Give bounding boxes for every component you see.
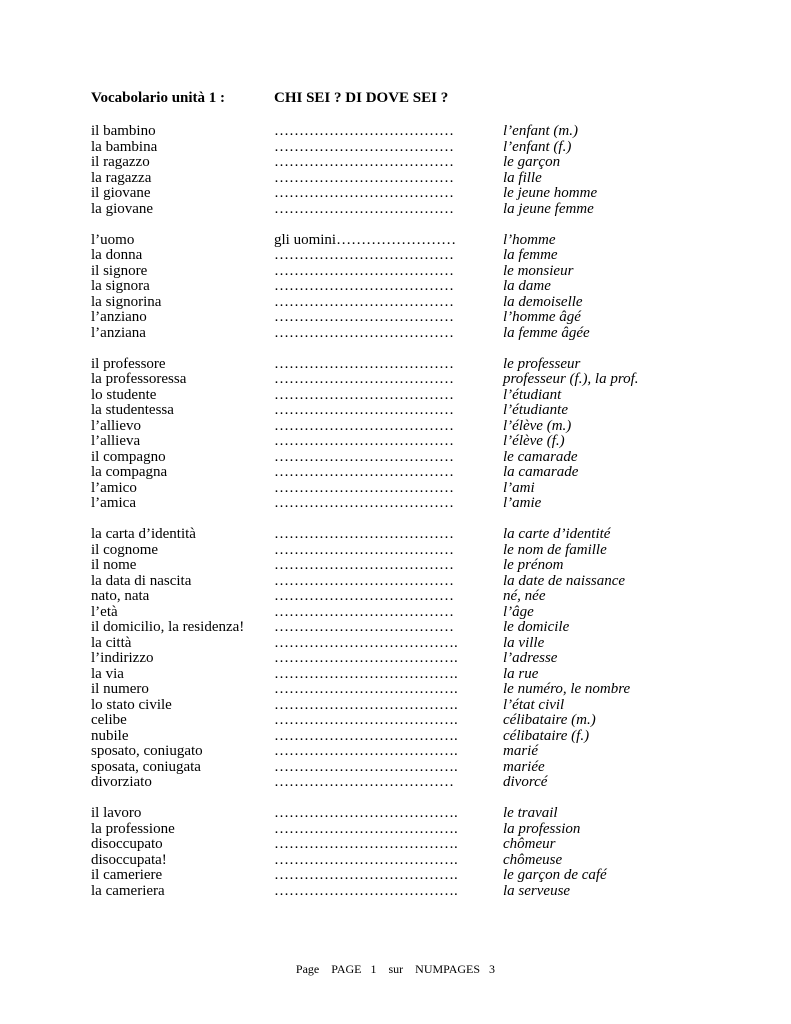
vocab-row: [91, 403, 711, 419]
french-translation: divorcé: [503, 774, 548, 790]
vocab-row: [91, 326, 711, 342]
italian-term: la donna: [91, 247, 143, 263]
french-translation: le jeune homme: [503, 185, 598, 201]
french-translation: le garçon de café: [503, 867, 607, 883]
french-translation: le travail: [503, 805, 558, 821]
plural-blank: ………………………………: [274, 479, 454, 496]
french-translation: l’amie: [503, 495, 542, 511]
italian-term: la carta d’identità: [91, 526, 196, 542]
plural-blank: ………………………………: [274, 293, 454, 310]
italian-term: celibe: [91, 712, 127, 728]
plural-blank: ………………………………: [274, 557, 454, 573]
plural-blank: ……………………………….: [274, 681, 458, 697]
vocab-group: [91, 124, 711, 217]
vocab-row: [91, 744, 711, 760]
italian-term: divorziato: [91, 774, 152, 790]
vocab-row: [91, 496, 711, 512]
vocab-row: [91, 186, 711, 202]
plural-blank: ………………………………: [274, 324, 454, 341]
french-translation: l’étudiante: [503, 402, 568, 418]
plural-blank: ……………………………….: [274, 867, 458, 883]
vocab-row: [91, 279, 711, 295]
italian-term: il signore: [91, 262, 148, 279]
italian-term: l’anziano: [91, 309, 147, 325]
vocab-row: [91, 248, 711, 264]
plural-blank: ……………………………….: [274, 665, 458, 682]
plural-blank: ………………………………: [274, 200, 454, 217]
vocab-row: [91, 620, 711, 636]
vocab-row: [91, 760, 711, 776]
plural-blank: ………………………………: [274, 588, 454, 604]
vocab-row: [91, 527, 711, 543]
plural-blank: ………………………………: [274, 138, 454, 155]
vocab-row: [91, 775, 711, 791]
italian-term: il nome: [91, 557, 137, 573]
italian-term: la professione: [91, 820, 175, 837]
vocab-row: [91, 372, 711, 388]
plural-blank: ………………………………: [274, 386, 454, 403]
french-translation: la fille: [503, 169, 542, 186]
italian-term: la via: [91, 665, 124, 682]
vocab-row: [91, 729, 711, 745]
french-translation: célibataire (m.): [503, 712, 596, 728]
italian-term: l’anziana: [91, 324, 146, 341]
french-translation: le camarade: [503, 448, 578, 465]
vocab-row: [91, 140, 711, 156]
italian-term: sposato, coniugato: [91, 743, 203, 759]
italian-term: la signora: [91, 278, 150, 294]
plural-blank: ……………………………….: [274, 820, 458, 837]
vocab-row: [91, 884, 711, 900]
italian-term: il cameriere: [91, 867, 163, 883]
plural-blank: ……………………………….: [274, 650, 458, 666]
plural-blank: ……………………………….: [274, 743, 458, 759]
french-translation: l’état civil: [503, 696, 565, 713]
vocab-row: [91, 310, 711, 326]
plural-blank: ……………………………….: [274, 851, 458, 868]
vocab-row: [91, 682, 711, 698]
plural-blank: ……………………………….: [274, 634, 458, 651]
french-translation: la dame: [503, 278, 551, 294]
french-translation: né, née: [503, 588, 546, 604]
italian-term: la professoressa: [91, 371, 187, 387]
plural-blank: ……………………………….: [274, 696, 458, 713]
plural-blank: ………………………………: [274, 247, 454, 263]
plural-blank: ………………………………: [274, 402, 454, 418]
french-translation: l’ami: [503, 479, 535, 496]
french-translation: le prénom: [503, 557, 564, 573]
vocab-group: [91, 806, 711, 899]
french-translation: l’enfant (m.): [503, 123, 578, 139]
vocab-row: [91, 822, 711, 838]
plural-blank: ………………………………: [274, 371, 454, 387]
plural-blank: ………………………………: [274, 355, 454, 372]
french-translation: l’adresse: [503, 650, 558, 666]
french-translation: la date de naissance: [503, 572, 626, 589]
plural-blank: ………………………………: [274, 154, 454, 170]
vocab-group: [91, 233, 711, 342]
french-translation: mariée: [503, 758, 545, 775]
french-translation: la rue: [503, 665, 539, 682]
plural-blank: ………………………………: [274, 448, 454, 465]
vocab-row: [91, 388, 711, 404]
french-translation: célibataire (f.): [503, 727, 590, 744]
vocab-row: [91, 589, 711, 605]
plural-blank: ………………………………: [274, 572, 454, 589]
vocab-row: [91, 419, 711, 435]
vocab-row: [91, 155, 711, 171]
vocab-row: [91, 357, 711, 373]
vocab-row: [91, 558, 711, 574]
french-translation: la serveuse: [503, 882, 571, 899]
plural-blank: ………………………………: [274, 541, 454, 558]
french-translation: l’enfant (f.): [503, 138, 572, 155]
plural-blank: ……………………………….: [274, 836, 458, 852]
italian-term: lo stato civile: [91, 696, 172, 713]
italian-term: l’età: [91, 603, 118, 620]
french-translation: l’élève (m.): [503, 417, 572, 434]
vocab-row: [91, 651, 711, 667]
vocab-row: [91, 202, 711, 218]
plural-blank: ……………………………….: [274, 727, 458, 744]
italian-term: disoccupato: [91, 836, 163, 852]
french-translation: l’homme: [503, 231, 556, 248]
italian-term: l’amico: [91, 479, 137, 496]
italian-term: la bambina: [91, 138, 158, 155]
vocab-group: [91, 527, 711, 791]
french-translation: la femme âgée: [503, 324, 590, 341]
plural-blank: ………………………………: [274, 123, 454, 139]
vocab-row: [91, 853, 711, 869]
french-translation: le domicile: [503, 619, 570, 635]
vocab-row: [91, 295, 711, 311]
french-translation: professeur (f.), la prof.: [503, 371, 639, 387]
italian-term: la data di nascita: [91, 572, 192, 589]
vocab-row: [91, 667, 711, 683]
vocab-row: [91, 806, 711, 822]
vocab-row: [91, 837, 711, 853]
plural-blank: ……………………………….: [274, 882, 458, 899]
vocab-row: [91, 605, 711, 621]
plural-blank: ………………………………: [274, 185, 454, 201]
french-translation: la demoiselle: [503, 293, 583, 310]
french-translation: la profession: [503, 820, 581, 837]
italian-term: il giovane: [91, 185, 151, 201]
plural-blank: ………………………………: [274, 774, 454, 790]
vocab-row: [91, 171, 711, 187]
italian-term: il numero: [91, 681, 149, 697]
vocab-row: [91, 543, 711, 559]
vocab-row: [91, 574, 711, 590]
plural-blank: ………………………………: [274, 433, 454, 449]
italian-term: nato, nata: [91, 588, 150, 604]
plural-blank: gli uomini……………………: [274, 231, 457, 248]
french-translation: le professeur: [503, 355, 581, 372]
french-translation: l’homme âgé: [503, 309, 581, 325]
title-left: Vocabolario unità 1 :: [91, 90, 226, 106]
plural-blank: ………………………………: [274, 262, 454, 279]
french-translation: l’âge: [503, 603, 534, 620]
italian-term: la signorina: [91, 293, 162, 310]
plural-blank: ………………………………: [274, 278, 454, 294]
plural-blank: ……………………………….: [274, 712, 458, 728]
vocab-row: [91, 636, 711, 652]
french-translation: chômeuse: [503, 851, 563, 868]
french-translation: le monsieur: [503, 262, 574, 279]
italian-term: la studentessa: [91, 402, 174, 418]
french-translation: la camarade: [503, 464, 579, 480]
french-translation: chômeur: [503, 836, 556, 852]
italian-term: il compagno: [91, 448, 166, 465]
french-translation: la femme: [503, 247, 558, 263]
vocab-row: [91, 698, 711, 714]
vocab-row: [91, 465, 711, 481]
italian-term: l’uomo: [91, 231, 135, 248]
page-footer: Page PAGE 1 sur NUMPAGES 3: [295, 962, 496, 976]
italian-term: la giovane: [91, 200, 154, 217]
french-translation: marié: [503, 743, 538, 759]
italian-term: disoccupata!: [91, 851, 167, 868]
italian-term: lo studente: [91, 386, 157, 403]
italian-term: il lavoro: [91, 805, 142, 821]
italian-term: il professore: [91, 355, 166, 372]
italian-term: la cameriera: [91, 882, 165, 899]
italian-term: sposata, coniugata: [91, 758, 201, 775]
vocab-group: [91, 357, 711, 512]
vocab-row: [91, 124, 711, 140]
italian-term: l’amica: [91, 495, 136, 511]
french-translation: l’étudiant: [503, 386, 562, 403]
plural-blank: ………………………………: [274, 526, 454, 542]
plural-blank: ………………………………: [274, 464, 454, 480]
vocabulary-list: [91, 124, 711, 915]
french-translation: la carte d’identité: [503, 526, 611, 542]
vocab-row: [91, 481, 711, 497]
plural-blank: ………………………………: [274, 495, 454, 511]
italian-term: la compagna: [91, 464, 168, 480]
french-translation: le nom de famille: [503, 541, 607, 558]
plural-blank: ……………………………….: [274, 805, 458, 821]
title-right: CHI SEI ? DI DOVE SEI ?: [274, 90, 449, 106]
french-translation: l’élève (f.): [503, 433, 565, 449]
italian-term: l’allieva: [91, 433, 141, 449]
italian-term: nubile: [91, 727, 129, 744]
french-translation: la ville: [503, 634, 545, 651]
plural-blank: ……………………………….: [274, 758, 458, 775]
italian-term: l’allievo: [91, 417, 141, 434]
italian-term: la città: [91, 634, 132, 651]
italian-term: l’indirizzo: [91, 650, 154, 666]
page-title: [91, 89, 449, 107]
plural-blank: ………………………………: [274, 603, 454, 620]
italian-term: la ragazza: [91, 169, 152, 186]
plural-blank: ………………………………: [274, 619, 454, 635]
vocab-row: [91, 713, 711, 729]
french-translation: le garçon: [503, 154, 561, 170]
vocab-row: [91, 233, 711, 249]
italian-term: il bambino: [91, 123, 156, 139]
vocab-row: [91, 264, 711, 280]
vocab-row: [91, 450, 711, 466]
plural-blank: ………………………………: [274, 309, 454, 325]
vocab-row: [91, 434, 711, 450]
plural-blank: ………………………………: [274, 169, 454, 186]
french-translation: le numéro, le nombre: [503, 681, 631, 697]
italian-term: il domicilio, la residenza!: [91, 619, 245, 635]
vocab-row: [91, 868, 711, 884]
plural-blank: ………………………………: [274, 417, 454, 434]
italian-term: il cognome: [91, 541, 159, 558]
french-translation: la jeune femme: [503, 200, 594, 217]
italian-term: il ragazzo: [91, 154, 150, 170]
